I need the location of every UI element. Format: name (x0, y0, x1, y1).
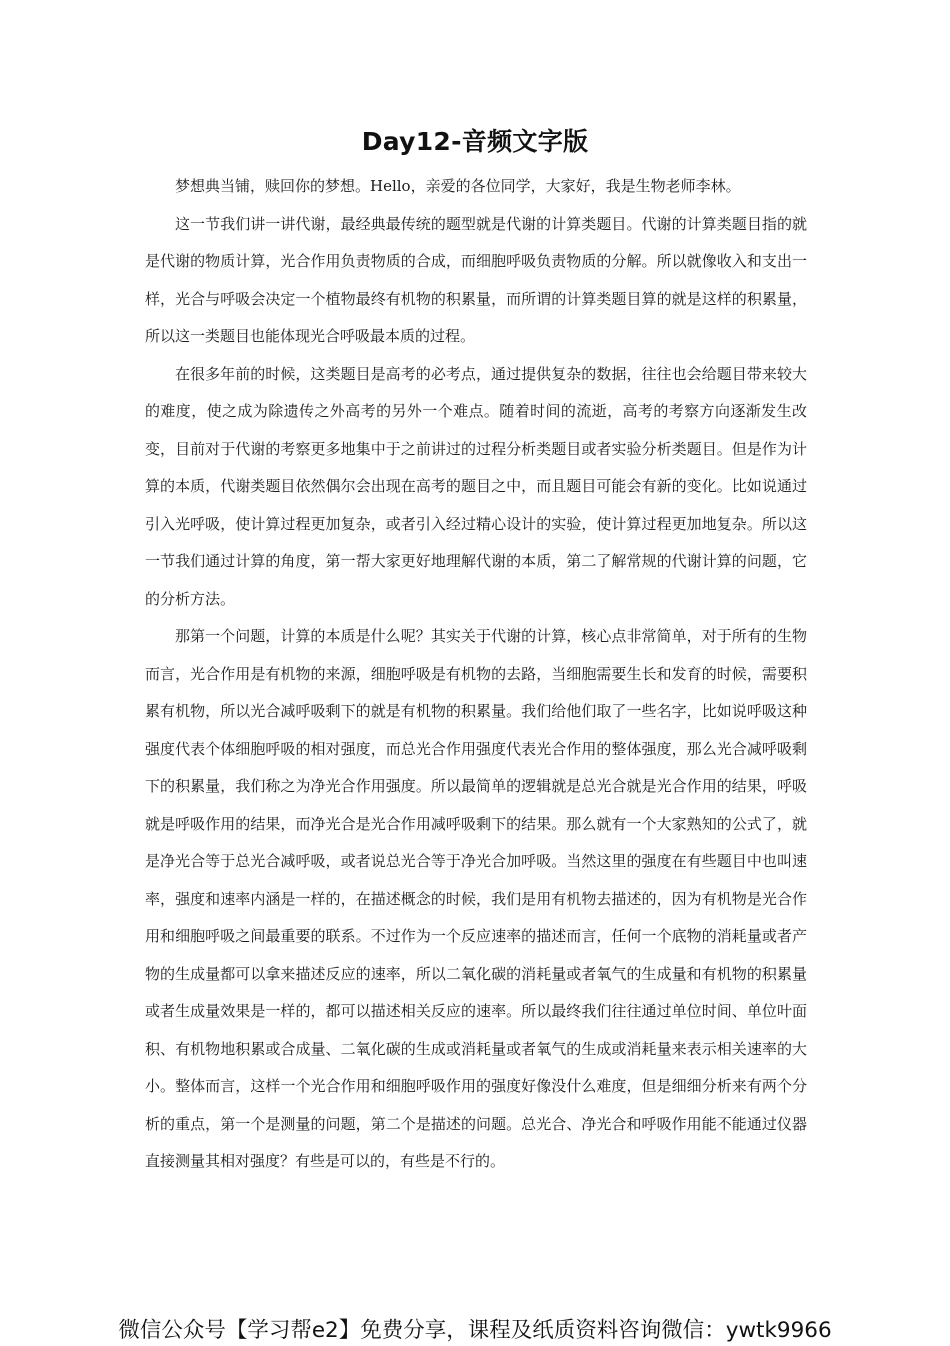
paragraph-intro: 梦想典当铺，赎回你的梦想。Hello，亲爱的各位同学，大家好，我是生物老师李林。 (175, 177, 741, 195)
document-body (145, 168, 807, 1181)
footer-promo: 微信公众号【学习帮e2】免费分享，课程及纸质资料咨询微信：ywtk9966 (118, 1318, 832, 1343)
page-title: Day12-音频文字版 (361, 127, 589, 156)
paragraph-metabolism-overview: 这一节我们讲一讲代谢，最经典最传统的题型就是代谢的计算类题目。代谢的计算类题目指的就是代谢的物质计算，光合作用负责物质的合成，而细胞呼吸负责物质的分解。所以就像收入和支出一样，光合与呼吸会决定一个植物最终有机物的积累量，而所谓的计算类题目算的就是这样的积累量，所以这一类题目也能体现光合呼吸最本质的过程。 (145, 214, 807, 345)
paragraph-exam-history: 在很多年前的时候，这类题目是高考的必考点，通过提供复杂的数据，往往也会给题目带来较大的难度，使之成为除遗传之外高考的另外一个难点。随着时间的流逝，高考的考察方向逐渐发生改变，目前对于代谢的考察更多地集中于之前讲过的过程分析类题目或者实验分析类题目。但是作为计算的本质，代谢类题目依然偶尔会出现在高考的题目之中，而且题目可能会有新的变化。比如说通过引入光呼吸，使计算过程更加复杂，或者引入经过精心设计的实验，使计算过程更加地复杂。所以这一节我们通过计算的角度，第一帮大家更好地理解代谢的本质，第二了解常规的代谢计算的问题，它的分析方法。 (145, 364, 807, 608)
paragraph-calculation-essence: 那第一个问题，计算的本质是什么呢？其实关于代谢的计算，核心点非常简单，对于所有的生物而言，光合作用是有机物的来源，细胞呼吸是有机物的去路，当细胞需要生长和发育的时候，需要积累有机物，所以光合减呼吸剩下的就是有机物的积累量。我们给他们取了一些名字，比如说呼吸这种强度代表个体细胞呼吸的相对强度，而总光合作用强度代表光合作用的整体强度，那么光合减呼吸剩下的积累量，我们称之为净光合作用强度。所以最简单的逻辑就是总光合就是光合作用的结果，呼吸就是呼吸作用的结果，而净光合是光合作用减呼吸剩下的结果。那么就有一个大家熟知的公式了，就是净光合等于总光合减呼吸，或者说总光合等于净光合加呼吸。当然这里的强度在有些题目中也叫速率，强度和速率内涵是一样的，在描述概念的时候，我们是用有机物去描述的，因为有机物是光合作用和细胞呼吸之间最重要的联系。不过作为一个反应速率的描述而言，任何一个底物的消耗量或者产物的生成量都可以拿来描述反应的速率，所以二氧化碳的消耗量或者氧气的生成量和有机物的积累量或者生成量效果是一样的，都可以描述相关反应的速率。所以最终我们往往通过单位时间、单位叶面积、有机物地积累或合成量、二氧化碳的生成或消耗量或者氧气的生成或消耗量来表示相关速率的大小。整体而言，这样一个光合作用和细胞呼吸作用的强度好像没什么难度，但是细细分析来有两个分析的重点，第一个是测量的问题，第二个是描述的问题。总光合、净光合和呼吸作用能不能通过仪器直接测量其相对强度？有些是可以的，有些是不行的。 (145, 627, 807, 1170)
